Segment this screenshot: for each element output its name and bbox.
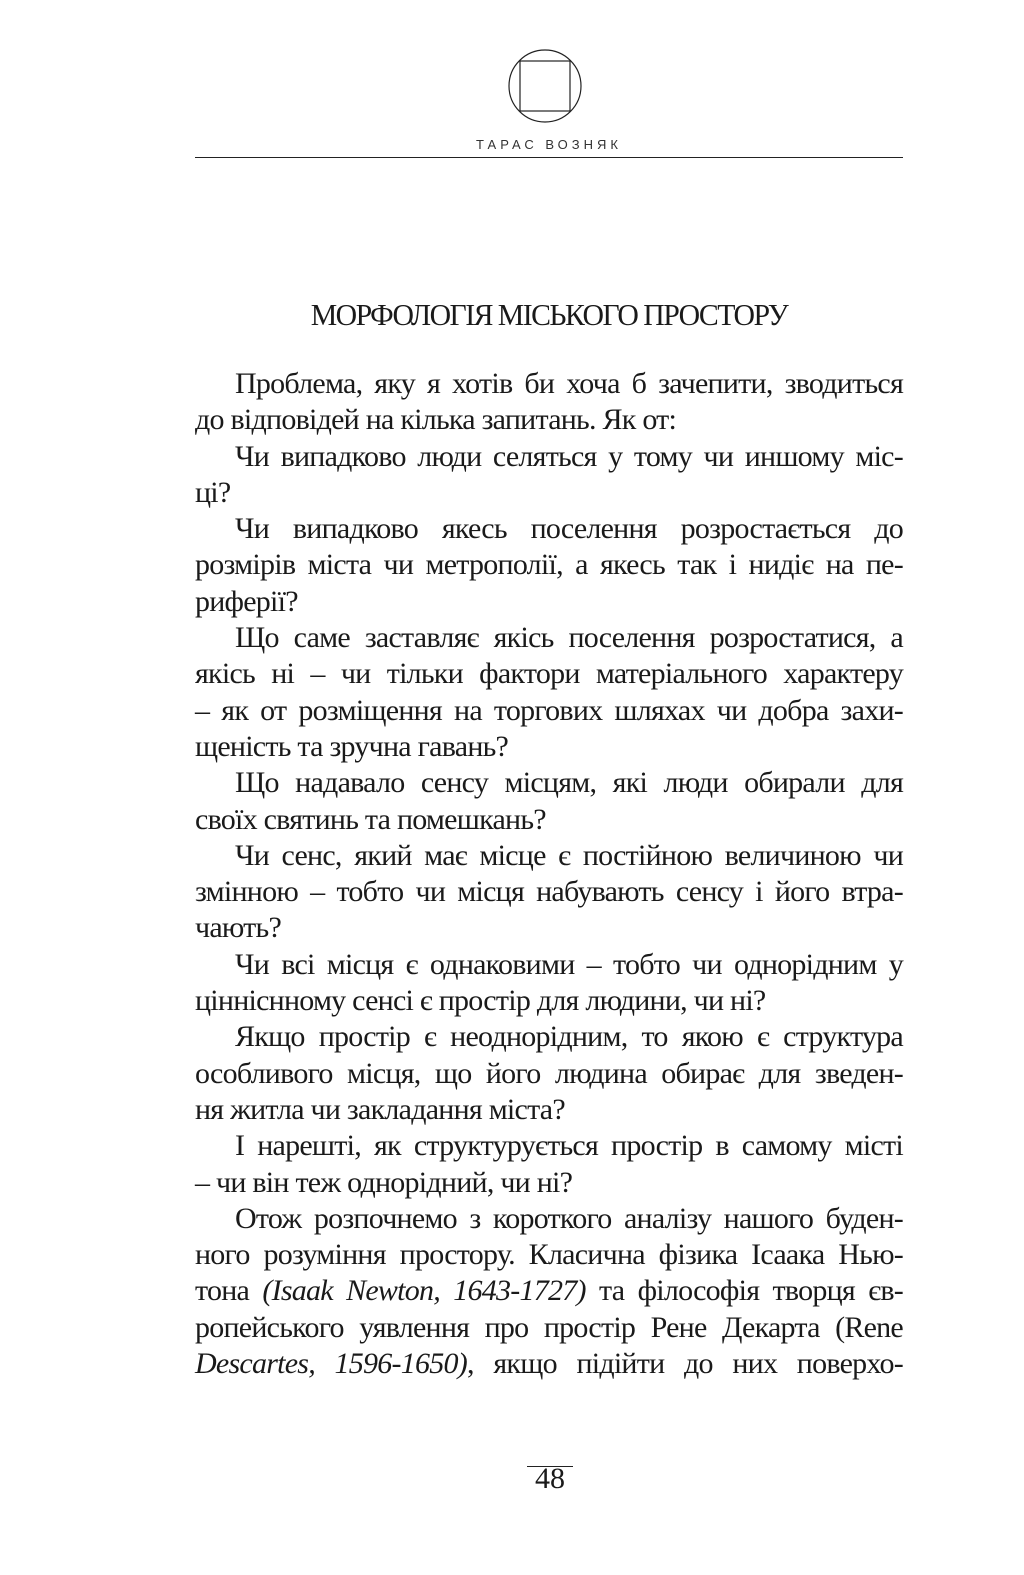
running-head: ТАРАС ВОЗНЯК — [476, 137, 622, 152]
text-segment: , якщо підійти до них поверхо- — [467, 1347, 904, 1381]
text-line: – як от розміщення на торгових шляхах чи добра захи- — [195, 693, 903, 727]
text-line: якісь ні – чи тільки фактори матеріального характеру — [195, 657, 903, 691]
text-line: Чи сенс, який має місце є постійною величиною чи — [235, 838, 903, 872]
text-line: чають? — [195, 911, 282, 945]
text-line: Що надавало сенсу місцям, які люди обирали для — [235, 766, 903, 800]
text-line: своїх святинь та помешкань? — [195, 802, 546, 836]
text-line — [195, 1273, 903, 1309]
text-segment: тона — [195, 1274, 263, 1308]
text-line: І нарешті, як структурується простір в самому місті — [235, 1129, 903, 1163]
text-line: Чи всі місця є однаковими – тобто чи однорідним у — [235, 947, 903, 981]
text-line: Якщо простір є неоднорідним, то якою є структура — [235, 1020, 903, 1054]
text-line: – чи він теж однорідний, чи ні? — [195, 1165, 573, 1199]
text-line: змінною – тобто чи місця набувають сенсу і його втра- — [195, 875, 903, 909]
italic-citation: Descartes, 1596-1650) — [195, 1347, 468, 1381]
text-line: Отож розпочнемо з короткого аналізу нашого буден- — [235, 1201, 903, 1235]
text-line: розмірів міста чи метрополії, а якесь так і нидіє на пе- — [195, 548, 903, 582]
chapter-title: МОРФОЛОГІЯ МІСЬКОГО ПРОСТОРУ — [310, 297, 788, 332]
text-line: Чи випадково люди селяться у тому чи иншому міс- — [235, 439, 903, 473]
text-line: риферії? — [195, 584, 298, 618]
header-rule — [195, 157, 903, 158]
text-line: Проблема, яку я хотів би хоча б зачепити, зводиться — [235, 367, 903, 400]
text-line: особливого місця, що його людина обирає для зведен- — [195, 1056, 903, 1090]
text-line: щеність та зручна гавань? — [195, 729, 509, 763]
italic-citation: (Isaak Newton, 1643-1727) — [262, 1274, 586, 1308]
text-line: ного розуміння простору. Класична фізика Ісаака Нью- — [195, 1238, 903, 1272]
text-line: Чи випадково якесь поселення розростається до — [235, 512, 903, 546]
text-line: до відповідей на кілька запитань. Як от: — [195, 403, 677, 437]
page-number: 48 — [535, 1462, 565, 1495]
text-segment: та філософія творця єв- — [585, 1274, 903, 1308]
text-line — [195, 1346, 903, 1382]
text-line: цінніснному сенсі є простір для людини, чи ні? — [195, 984, 766, 1018]
text-line: Що саме заставляє якісь поселення розростатися, а — [235, 621, 903, 655]
text-line: ропейського уявлення про простір Рене Декарта (Rene — [195, 1310, 903, 1344]
text-line: ня житла чи закладання міста? — [195, 1092, 565, 1126]
text-line: ці? — [195, 475, 231, 509]
circle-square-emblem-icon — [507, 48, 583, 124]
body-text — [195, 366, 903, 1382]
